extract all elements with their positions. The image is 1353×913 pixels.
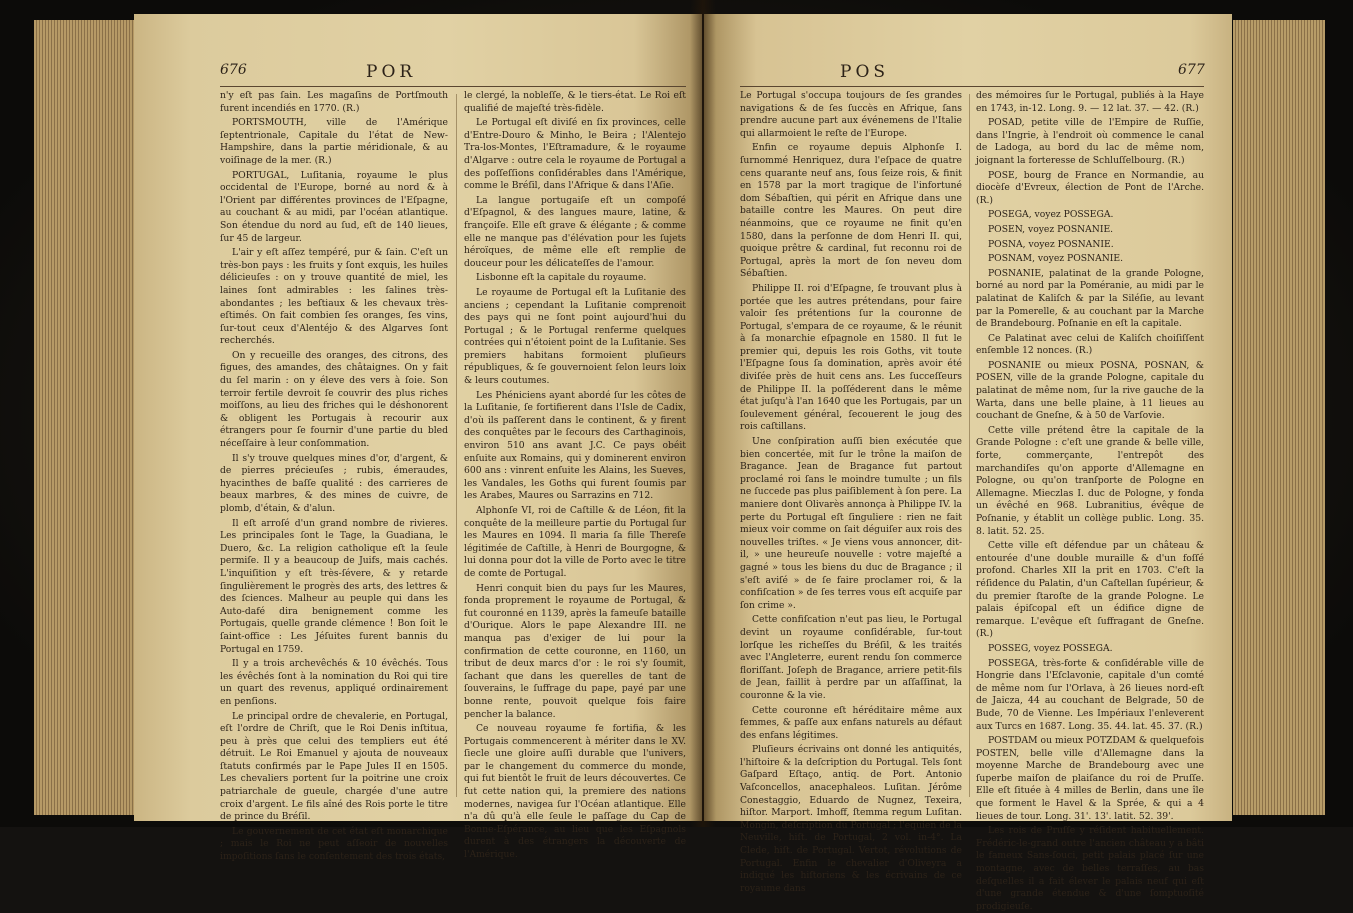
paragraph: Ce Palatinat avec celui de Kaliſch choiſiſſent enſemble 12 nonces. (R.) xyxy=(976,332,1204,357)
left-page-number: 676 xyxy=(220,62,247,78)
left-column-1 xyxy=(220,90,448,863)
paragraph: POSNANIE ou mieux POSNA, POSNAN, & POSEN, ville de la grande Pologne, capitale du palatinat de même nom, ſur la rive gauche de la Warta, dans une belle plaine, à 11 lieues au couchant de Gneſne, & à 50 de Varſovie. xyxy=(976,359,1204,422)
paragraph: Philippe II. roi d'Eſpagne, ſe trouvant plus à portée que les autres prétendans, pour faire valoir ſes prétentions ſur la couronne de Portugal, s'empara de ce royaume, & le réunit à ſa monarchie eſpagnole en 1580. Il fut le premier qui, depuis les rois Goths, vit toute l'Eſpagne ſous ſa domination, après avoir été diviſée près de huit cens ans. Les ſucceſſeurs de Philippe II. la poſſéderent dans le même état juſqu'à l'an 1640 que les Portugais, par un ſoulevement général, ſecouerent le joug des rois caſtillans. xyxy=(740,282,962,433)
paragraph: Une conſpiration auſſi bien exécutée que bien concertée, mit ſur le trône la maiſon de Bragance. Jean de Bragance fut partout proclamé roi ſans le moindre tumulte ; un fils ne ſuccede pas plus paiſiblement à ſon pere. La maniere dont Olivarès annonça à Philippe IV. la perte du Portugal eſt ſinguliere : rien ne fait mieux voir comme on ſait déguiſer aux rois des nouvelles triſtes. « Je viens vous annoncer, dit-il, » une heureuſe nouvelle : votre majeſté a gagné » tous les biens du duc de Bragance ; il s'eſt aviſé » de ſe faire proclamer roi, & la confiſcation » de ſes terres vous eſt acquiſe par ſon crime ». xyxy=(740,436,962,611)
left-page-header: POR xyxy=(366,62,417,82)
right-page-edges xyxy=(1233,20,1325,815)
left-page xyxy=(134,14,702,863)
right-column-1 xyxy=(740,90,962,894)
paragraph: POSTDAM ou mieux POTZDAM & quelquefois POSTEN, belle ville d'Allemagne dans la moyenne Marche de Brandebourg avec une ſuperbe maiſon de plaiſance du roi de Pruſſe. Elle eſt ſituée à 4 milles de Berlin, dans une île que forment le Havel & la Sprée, & qui a 4 lieues de tour. Long. 31'. 13'. latit. 52. 39'. xyxy=(976,735,1204,822)
paragraph: Le Portugal eſt diviſé en ſix provinces, celle d'Entre-Douro & Minho, le Beira ; l'Alentejo Tra-los-Montes, l'Eſtramadure, & le royaume d'Algarve : outre cela le royaume de Portugal a des poſſeſſions conſidérables dans l'Amérique, comme le Bréſil, dans l'Afrique & dans l'Aſie. xyxy=(464,117,686,192)
right-page-number: 677 xyxy=(1178,62,1205,78)
right-column-divider xyxy=(969,94,970,797)
left-header-rule xyxy=(220,86,686,87)
left-page-edges xyxy=(34,20,134,815)
paragraph: le clergé, la nobleſſe, & le tiers-état. Le Roi eſt qualifié de majeſté très-fidèle. xyxy=(464,90,686,114)
paragraph: des mémoires ſur le Portugal, publiés à la Haye en 1743, in-12. Long. 9. — 12 lat. 37. — 42. (R.) xyxy=(976,90,1204,114)
right-header-rule xyxy=(740,86,1204,87)
paragraph: POSSEGA, très-forte & conſidérable ville de Hongrie dans l'Eſclavonie, capitale d'un comté de même nom ſur l'Orlava, à 26 lieues nord-eſt de Jaicza, 44 au couchant de Belgrade, 50 de Bude, 70 de Vienne. Les Impériaux l'enleverent aux Turcs en 1687. Long. 35. 44. lat. 45. 37. (R.) xyxy=(976,657,1204,732)
paragraph: Cette couronne eſt héréditaire même aux femmes, & paſſe aux enfans naturels au défaut des enfans légitimes. xyxy=(740,704,962,741)
left-column-2 xyxy=(464,90,686,861)
paragraph: Pluſieurs écrivains ont donné les antiquités, l'hiſtoire & la deſcription du Portugal. Tels ſont Gaſpard Eſtaço, antiq. de Port. Antonio Vaſconcellos, anacephaleos. Luſitan. Jérôme Conestaggio, Eduardo de Nugnez, Texeira, hiſtor. Marport. Imhoff, ſtemma regum Luſitan. Mongin, deſcription du Portugal ; l'equien de la Neuville, hiſt. de Portugal, 2 vol. in-4°. La Clede, hiſt. de Portugal. Vertot, révolutions de Portugal. Enfin le chevalier d'Oliveyra a indiqué les hiſtoriens & les écrivains de ce royaume dans xyxy=(740,744,962,894)
paragraph: PORTSMOUTH, ville de l'Amérique ſeptentrionale, Capitale du l'état de New-Hampshire, dans la partie méridionale, & au voiſinage de la mer. (R.) xyxy=(220,117,448,166)
paragraph: Le gouvernement de cet état eſt monarchique ; mais le Roi ne peut aſſeoir de nouvelles impoſitions ſans le conſentement des trois états, xyxy=(220,825,448,863)
paragraph: Le royaume de Portugal eſt la Luſitanie des anciens ; cependant la Luſitanie comprenoit des pays qui ne ſont point aujourd'hui du Portugal ; & le Portugal renferme quelques contrées qui n'étoient point de la Luſitanie. Ses premiers habitans formoient pluſieurs républiques, & ſe gouvernoient ſelon leurs loix & leurs coutumes. xyxy=(464,286,686,387)
paragraph: POSSEG, voyez POSSEGA. xyxy=(988,642,1113,654)
paragraph: n'y eſt pas ſain. Les magaſins de Portſmouth furent incendiés en 1770. (R.) xyxy=(220,90,448,114)
paragraph: Ce nouveau royaume fe fortifia, & les Portugais commencerent à mériter dans le XV. ſiecle une gloire auſſi durable que l'univers, par le changement du commerce du monde, qui fut bientôt le fruit de leurs découvertes. Ce fut cette nation qui, la premiere des nations modernes, navigea ſur l'Océan atlantique. Elle n'a dû qu'à elle ſeule le paſſage du Cap de Bonne-Eſpérance, au lieu que les Eſpagnols durent à des étrangers la découverte de l'Amérique. xyxy=(464,723,686,861)
paragraph: Les Phéniciens ayant abordé ſur les côtes de la Luſitanie, ſe fortifierent dans l'Isle de Cadix, d'où ils paſſerent dans le continent, & y firent des conquêtes par le ſecours des Carthaginois, environ 510 ans avant J.C. Ce pays obéit enſuite aux Romains, qui y dominerent environ 600 ans : vinrent enſuite les Alains, les Sueves, les Vandales, les Goths qui furent ſoumis par les Arabes, Maures ou Sarrazins en 712. xyxy=(464,389,686,502)
right-page-header: POS xyxy=(840,62,890,82)
paragraph: On y recueille des oranges, des citrons, des figues, des amandes, des châtaignes. On y fait du ſel marin : on y éleve des vers à ſoie. Son terroir fertile devroit ſe couvrir des plus riches moiſſons, au lieu des friches qui le déshonorent & obligent les Portugais à recourir aux étrangers pour ſe fournir d'une partie du bled néceſſaire à leur conſommation. xyxy=(220,349,448,450)
right-page xyxy=(704,14,1232,912)
paragraph: POSEGA, voyez POSSEGA. xyxy=(988,209,1114,221)
paragraph: POSE, bourg de France en Normandie, au diocèſe d'Evreux, élection de Pont de l'Arche. (R.) xyxy=(976,169,1204,206)
paragraph: POSNAM, voyez POSNANIE. xyxy=(988,253,1124,265)
paragraph: POSAD, petite ville de l'Empire de Ruſſie, dans l'Ingrie, à l'endroit où commence le canal de Ladoga, au bord du lac de même nom, joignant la forteresse de Schluſſelbourg. (R.) xyxy=(976,117,1204,166)
left-column-divider xyxy=(456,94,457,797)
right-column-2 xyxy=(976,90,1204,912)
paragraph: Il s'y trouve quelques mines d'or, d'argent, & de pierres précieuſes ; rubis, émeraudes, hyacinthes de baſſe qualité : des carrieres de beaux marbres, & des mines de cuivre, de plomb, d'étain, & d'alun. xyxy=(220,452,448,514)
paragraph: Il eſt arroſé d'un grand nombre de rivieres. Les principales ſont le Tage, la Guadiana, le Duero, &c. La religion catholique eſt la ſeule permiſe. Il y a beaucoup de Juifs, mais cachés. L'inquiſition y eſt très-ſévere, & y retarde ſingulièrement le progrès des arts, des lettres & des ſciences. Malheur au peuple qui dans les Auto-dafé dira benignement comme les Portugais, quelle grande clémence ! Bon ſoit le ſaint-office : Les Jéſuites furent bannis du Portugal en 1759. xyxy=(220,517,448,655)
paragraph: Cette ville prétend être la capitale de la Grande Pologne : c'eſt une grande & belle ville, forte, commerçante, l'entrepôt des marchandiſes qu'on apporte d'Allemagne en Pologne, ou qu'on tranſporte de Pologne en Allemagne. Mieczlas I. duc de Pologne, y fonda un évêché en 968. Lubranitius, évêque de Poſnanie, y établit un collège public. Long. 35. 8. latit. 52. 25. xyxy=(976,424,1204,537)
paragraph: Lisbonne eſt la capitale du royaume. xyxy=(476,272,647,284)
paragraph: Alphonſe VI, roi de Caſtille & de Léon, fit la conquête de la meilleure partie du Portugal ſur les Maures en 1094. Il maria ſa fille Thereſe légitimée de Caſtille, à Henri de Bourgogne, & lui donna pour dot la ville de Porto avec le titre de comte de Portugal. xyxy=(464,505,686,579)
paragraph: Cette confiſcation n'eut pas lieu, le Portugal devint un royaume conſidérable, ſur-tout lorſque les richeſſes du Bréſil, & les traités avec l'Angleterre, eurent rendu ſon commerce floriſſant. Joſeph de Bragance, arriere petit-fils de Jean, faillit à perdre par un aſſaſſinat, la couronne & la vie. xyxy=(740,614,962,701)
book-gutter xyxy=(690,0,716,827)
paragraph: PORTUGAL, Luſitania, royaume le plus occidental de l'Europe, borné au nord & à l'Orient par différentes provinces de l'Eſpagne, au couchant & au midi, par l'océan atlantique. Son étendue du nord au ſud, eſt de 140 lieues, ſur 45 de largeur. xyxy=(220,169,448,244)
paragraph: Les rois de Pruſſe y réſident habituellement. Frédéric-le-grand outre l'ancien château y a bâti le fameux Sans-ſouci, petit palais placé ſur une montagne, avec de belles terraſſes, au bas deſquelles il a fait élever le palais neuf qui eſt d'une grande étendue & d'une ſomptuoſité prodigieuſe. xyxy=(976,825,1204,912)
paragraph: Cette ville eſt défendue par un château & entourée d'une double muraille & d'un foſſé profond. Charles XII la prit en 1703. C'eſt la réſidence du Palatin, d'un Caſtellan ſupérieur, & du premier ſtaroſte de la grande Pologne. Le palais épiſcopal eſt un édifice digne de remarque. L'evêque eſt ſuffragant de Gneſne. (R.) xyxy=(976,540,1204,640)
paragraph: POSEN, voyez POSNANIE. xyxy=(988,223,1114,235)
paragraph: POSNANIE, palatinat de la grande Pologne, borné au nord par la Poméranie, au midi par le palatinat de Kaliſch & par la Siléſie, au levant par la Pomerelle, & au couchant par la Marche de Brandebourg. Poſnanie en eſt la capitale. xyxy=(976,267,1204,330)
paragraph: POSNA, voyez POSNANIE. xyxy=(988,238,1114,250)
paragraph: Le principal ordre de chevalerie, en Portugal, eſt l'ordre de Chriſt, que le Roi Denis inſtitua, peu à près que celui des templiers eut été détruit. Le Roi Emanuel y ajouta de nouveaux ſtatuts confirmés par le Pape Jules II en 1505. Les chevaliers portent ſur la poitrine une croix patriarchale de gueule, chargée d'une autre croix d'argent. Le fils aîné des Rois porte le titre de prince du Bréſil. xyxy=(220,710,448,823)
paragraph: La langue portugaiſe eſt un compoſé d'Eſpagnol, & des langues maure, latine, & françoiſe. Elle eſt grave & élégante ; & comme elle ne manque pas d'élévation pour les ſujets héroïques, de même elle eſt remplie de douceur pour les délicateſſes de l'amour. xyxy=(464,194,686,269)
paragraph: Le Portugal s'occupa toujours de ſes grandes navigations & de ſes ſuccès en Afrique, ſans prendre aucune part aux événemens de l'Italie qui allarmoient le reſte de l'Europe. xyxy=(740,90,962,139)
paragraph: Il y a trois archevêchés & 10 évêchés. Tous les évêchés ſont à la nomination du Roi qui tire un quart des revenus, appliqué ordinairement en penſions. xyxy=(220,658,448,707)
paragraph: L'air y eſt aſſez tempéré, pur & ſain. C'eſt un très-bon pays : les fruits y ſont exquis, les huiles délicieuſes : on y trouve quantité de miel, les laines ſont admirables : les ſalines très-abondantes ; les beſtiaux & les chevaux très-eſtimés. On fait combien ſes oranges, ſes vins, ſur-tout ceux d'Alentéjo & des Algarves ſont recherchés. xyxy=(220,247,448,347)
paragraph: Enfin ce royaume depuis Alphonſe I. ſurnommé Henriquez, dura l'eſpace de quatre cens quarante neuf ans, ſous ſeize rois, & finit en 1578 par la mort tragique de l'infortuné dom Sébaſtien, qui périt en Afrique dans une bataille contre les Maures. On peut dire néanmoins, que ce royaume ne finit qu'en 1580, dans la perſonne de dom Henri II. qui, quoique prêtre & cardinal, fut reconnu roi de Portugal, après la mort de ſon neveu dom Sébaſtien. xyxy=(740,142,962,280)
paragraph: Henri conquit bien du pays ſur les Maures, fonda proprement le royaume de Portugal, & fut couronné en 1139, après la fameuſe bataille d'Ourique. Alors le pape Alexandre III. ne manqua pas d'exiger de lui pour la confirmation de cette couronne, en 1160, un tribut de deux marcs d'or : le roi s'y ſoumit, ſachant que dans les querelles de tant de ſouverains, le ſuffrage du pape, payé par une bonne rente, pouvoit quelque fois faire pencher la balance. xyxy=(464,582,686,720)
